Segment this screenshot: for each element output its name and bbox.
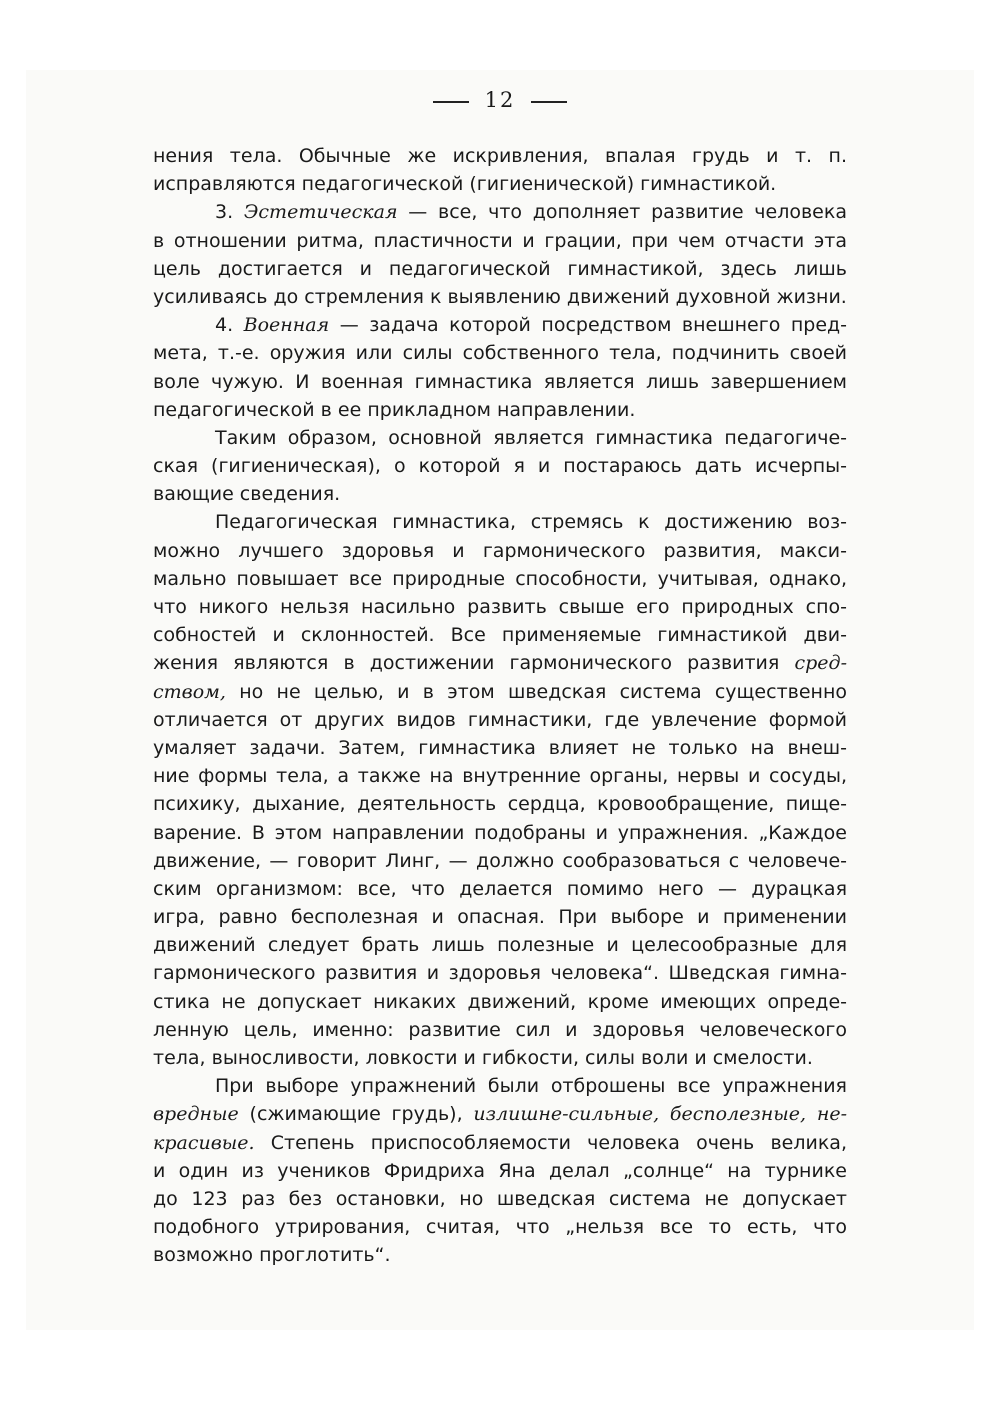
paragraph <box>153 508 847 1072</box>
text-segment: При выборе упражнений были отброшены все упражнения <box>215 1075 847 1098</box>
text-segment: движений следует брать лишь полезные и целесообразные для <box>153 934 847 957</box>
text-line <box>153 1044 847 1072</box>
text-segment: в отношении ритма, пластичности и грации, при чем отчасти эта <box>153 229 847 252</box>
text-segment: ние формы тела, а также на внутренние органы, нервы и сосуды, <box>153 765 847 788</box>
text-segment: исправляются педагогической (гигиенической) гимнастикой. <box>153 173 777 196</box>
text-segment: умаляет задачи. Затем, гимнастика влияет не только на внеш- <box>153 736 847 759</box>
paragraph <box>153 142 847 198</box>
text-segment: возможно проглотить“. <box>153 1244 391 1267</box>
text-segment: цель достигается и педагогической гимнастикой, здесь лишь <box>153 257 847 280</box>
text-line <box>153 283 847 311</box>
text-line <box>153 1213 847 1241</box>
text-line <box>153 959 847 987</box>
text-line <box>153 819 847 847</box>
text-segment: до 123 раз без остановки, но шведская система не допускает <box>153 1187 847 1210</box>
text-line <box>153 621 847 649</box>
italic-text: Эстетическая <box>243 201 398 224</box>
text-segment: ленную цель, именно: развитие сил и здоровья человеческого <box>153 1018 847 1041</box>
text-segment: отличается от других видов гимнастики, где увлечение формой <box>153 708 847 731</box>
text-line <box>153 593 847 621</box>
text-line <box>153 875 847 903</box>
text-line <box>153 368 847 396</box>
text-segment: — все, что дополняет развитие человека <box>397 201 847 224</box>
text-segment: но не целью, и в этом шведская система существенно <box>225 680 847 703</box>
paragraph <box>153 424 847 509</box>
text-line <box>153 988 847 1016</box>
text-line <box>153 565 847 593</box>
page-header <box>0 88 1000 112</box>
text-line <box>153 396 847 424</box>
text-segment: (сжимающие грудь), <box>238 1103 474 1126</box>
paragraph <box>153 1072 847 1269</box>
text-line <box>153 424 847 452</box>
text-line <box>153 1100 847 1128</box>
text-segment: можно лучшего здоровья и гармонического развития, макси- <box>153 539 847 562</box>
text-segment: 3. <box>215 201 244 224</box>
italic-text: Военная <box>243 314 330 337</box>
paragraph <box>153 311 847 424</box>
page-number: 12 <box>484 88 516 112</box>
text-segment: — задача которой посредством внешнего пред- <box>329 314 847 337</box>
text-line <box>153 706 847 734</box>
text-line <box>153 537 847 565</box>
text-segment: игра, равно бесполезная и опасная. При выборе и применении <box>153 906 847 929</box>
italic-text: ством, <box>153 680 226 703</box>
text-segment: жения являются в достижении гармонического развития <box>153 652 795 675</box>
right-dash <box>531 101 567 103</box>
text-segment: Педагогическая гимнастика, стремясь к достижению воз- <box>215 511 847 534</box>
text-segment: Степень приспособляемости человека очень велика, <box>254 1131 847 1154</box>
text-segment: мета, т.-е. оружия или силы собственного тела, подчинить своей <box>153 342 847 365</box>
text-line <box>153 847 847 875</box>
text-segment: тела, выносливости, ловкости и гибкости, силы воли и смелости. <box>153 1047 813 1069</box>
text-line <box>153 170 847 198</box>
text-segment: ским организмом: все, что делается помимо него — дурацкая <box>153 877 847 900</box>
text-segment: педагогической в ее прикладном направлении. <box>153 398 636 421</box>
text-segment: ская (гигиеническая), о которой я и постараюсь дать исчерпы- <box>153 455 847 478</box>
text-segment: 4. <box>215 314 244 337</box>
text-segment: мально повышает все природные способности, учитывая, однако, <box>153 567 847 590</box>
text-line <box>153 762 847 790</box>
text-line <box>153 142 847 170</box>
paragraph <box>153 198 847 311</box>
text-line <box>153 1129 847 1157</box>
text-segment: усиливаясь до стремления к выявлению движений духовной жизни. <box>153 285 847 308</box>
text-line <box>153 508 847 536</box>
text-segment: подобного утрирования, считая, что „нельзя все то есть, что <box>153 1216 847 1239</box>
italic-text: излишне-сильные, бесполезные, не- <box>473 1103 847 1126</box>
text-line <box>153 903 847 931</box>
text-line <box>153 198 847 226</box>
text-segment: психику, дыхание, деятельность сердца, кровообращение, пище- <box>153 793 847 816</box>
text-line <box>153 790 847 818</box>
text-segment: движение, — говорит Линг, — должно сообразоваться с человече- <box>153 849 847 872</box>
text-segment: что никого нельзя насильно развить свыше его природных спо- <box>153 596 847 618</box>
text-line <box>153 1157 847 1185</box>
text-segment: варение. В этом направлении подобраны и упражнения. „Каждое <box>153 821 847 844</box>
text-segment: нения тела. Обычные же искривления, впалая грудь и т. п. <box>153 145 847 167</box>
text-segment: собностей и склонностей. Все применяемые гимнастикой дви- <box>153 624 847 647</box>
text-line <box>153 1241 847 1269</box>
text-segment: Таким образом, основной является гимнастика педагогиче- <box>215 426 847 449</box>
text-line <box>153 1072 847 1100</box>
body-text <box>153 142 847 1270</box>
text-segment: и один из учеников Фридриха Яна делал „солнце“ на турнике <box>153 1159 847 1182</box>
text-line <box>153 452 847 480</box>
text-line <box>153 339 847 367</box>
text-line <box>153 227 847 255</box>
italic-text: красивые. <box>153 1131 255 1154</box>
text-line <box>153 649 847 677</box>
text-line <box>153 678 847 706</box>
text-segment: гармонического развития и здоровья человека“. Шведская гимна- <box>153 962 847 985</box>
italic-text: сред- <box>794 652 847 675</box>
text-line <box>153 1185 847 1213</box>
text-line <box>153 480 847 508</box>
text-segment: воле чужую. И военная гимнастика является лишь завершением <box>153 370 847 393</box>
text-line <box>153 931 847 959</box>
text-segment: стика не допускает никаких движений, кроме имеющих опреде- <box>153 990 847 1013</box>
left-dash <box>433 101 469 103</box>
text-line <box>153 734 847 762</box>
text-line <box>153 311 847 339</box>
italic-text: вредные <box>153 1103 239 1126</box>
text-segment: вающие сведения. <box>153 483 341 506</box>
text-line <box>153 1016 847 1044</box>
text-line <box>153 255 847 283</box>
